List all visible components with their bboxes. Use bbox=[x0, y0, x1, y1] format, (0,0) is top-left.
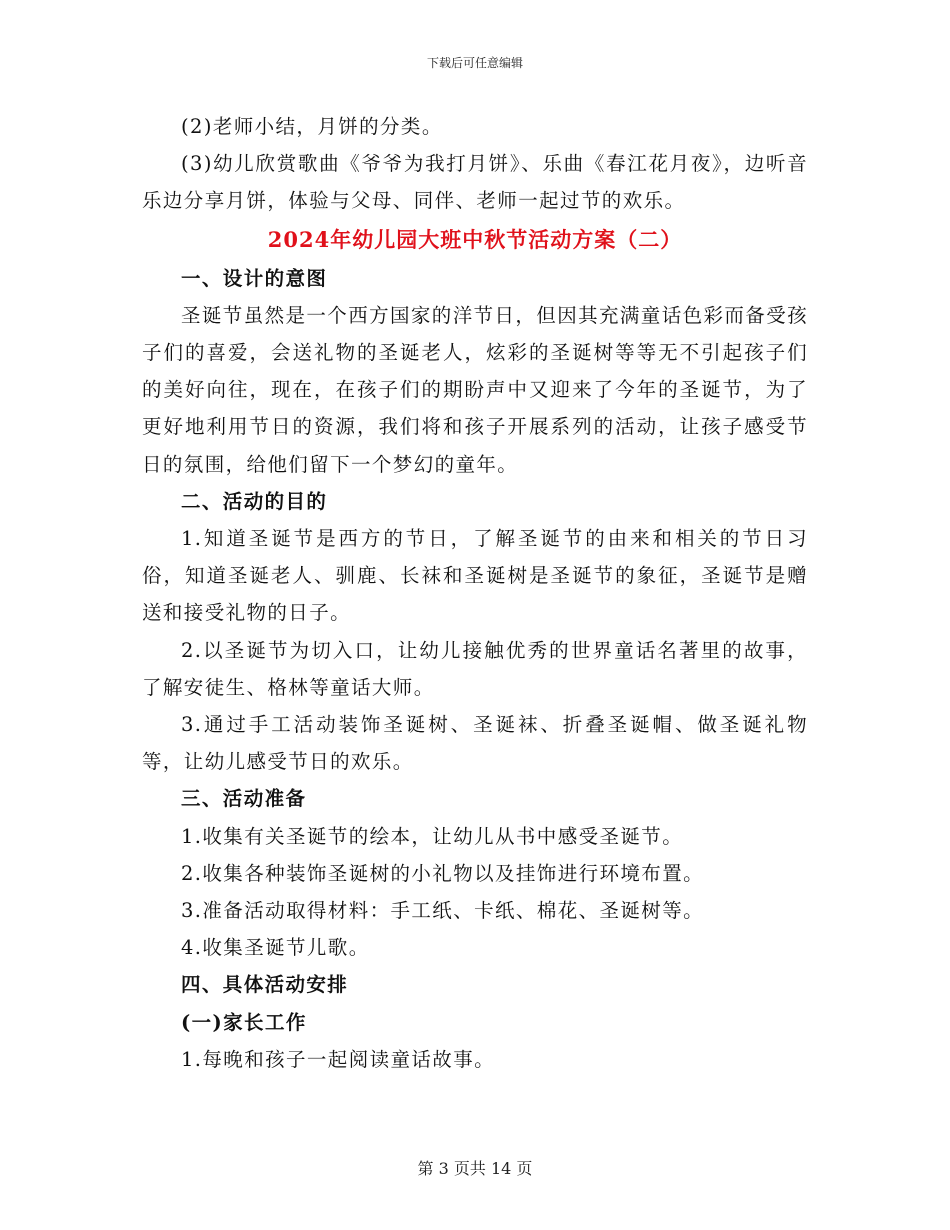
subheading: (一)家长工作 bbox=[181, 1010, 307, 1034]
page-header: 下载后可任意编辑 bbox=[426, 56, 523, 70]
heading: 一、设计的意图 bbox=[181, 266, 328, 290]
paragraph: 1.每晚和孩子一起阅读童话故事。 bbox=[181, 1047, 496, 1071]
paragraph: 4.收集圣诞节儿歌。 bbox=[181, 936, 370, 960]
paragraph: 2.以圣诞节为切入口，让幼儿接触优秀的世界童话名著里的故事，了解安徒生、格林等童话大师。 bbox=[142, 638, 808, 699]
heading: 四、具体活动安排 bbox=[181, 973, 349, 997]
paragraph: 1.知道圣诞节是西方的节日，了解圣诞节的由来和相关的节日习俗，知道圣诞老人、驯鹿、长袜和圣诞树是圣诞节的象征，圣诞节是赠送和接受礼物的日子。 bbox=[142, 527, 808, 625]
paragraph: 3.通过手工活动装饰圣诞树、圣诞袜、折叠圣诞帽、做圣诞礼物等，让幼儿感受节日的欢乐。 bbox=[142, 713, 808, 774]
paragraph: 2.收集各种装饰圣诞树的小礼物以及挂饰进行环境布置。 bbox=[181, 861, 705, 885]
document-body bbox=[142, 108, 808, 1078]
heading: 二、活动的目的 bbox=[181, 489, 328, 513]
heading: 三、活动准备 bbox=[181, 787, 307, 811]
page-footer: 第 3 页共 14 页 bbox=[417, 1159, 533, 1178]
section-title: 2024年幼儿园大班中秋节活动方案（二） bbox=[267, 226, 683, 252]
paragraph: 圣诞节虽然是一个西方国家的洋节日，但因其充满童话色彩而备受孩子们的喜爱，会送礼物的圣诞老人，炫彩的圣诞树等等无不引起孩子们的美好向往，现在，在孩子们的期盼声中又迎来了今年的圣诞节，为了更好地利用节日的资源，我们将和孩子开展系列的活动，让孩子感受节日的氛围，给他们留下一个梦幻的童年。 bbox=[142, 303, 809, 476]
paragraph: 3.准备活动取得材料：手工纸、卡纸、棉花、圣诞树等。 bbox=[181, 899, 705, 923]
paragraph: (2)老师小结，月饼的分类。 bbox=[181, 115, 443, 138]
paragraph: (3)幼儿欣赏歌曲《爷爷为我打月饼》、乐曲《春江花月夜》，边听音乐边分享月饼，体验与父母、同伴、老师一起过节的欢乐。 bbox=[142, 152, 808, 213]
paragraph: 1.收集有关圣诞节的绘本，让幼儿从书中感受圣诞节。 bbox=[181, 824, 684, 848]
